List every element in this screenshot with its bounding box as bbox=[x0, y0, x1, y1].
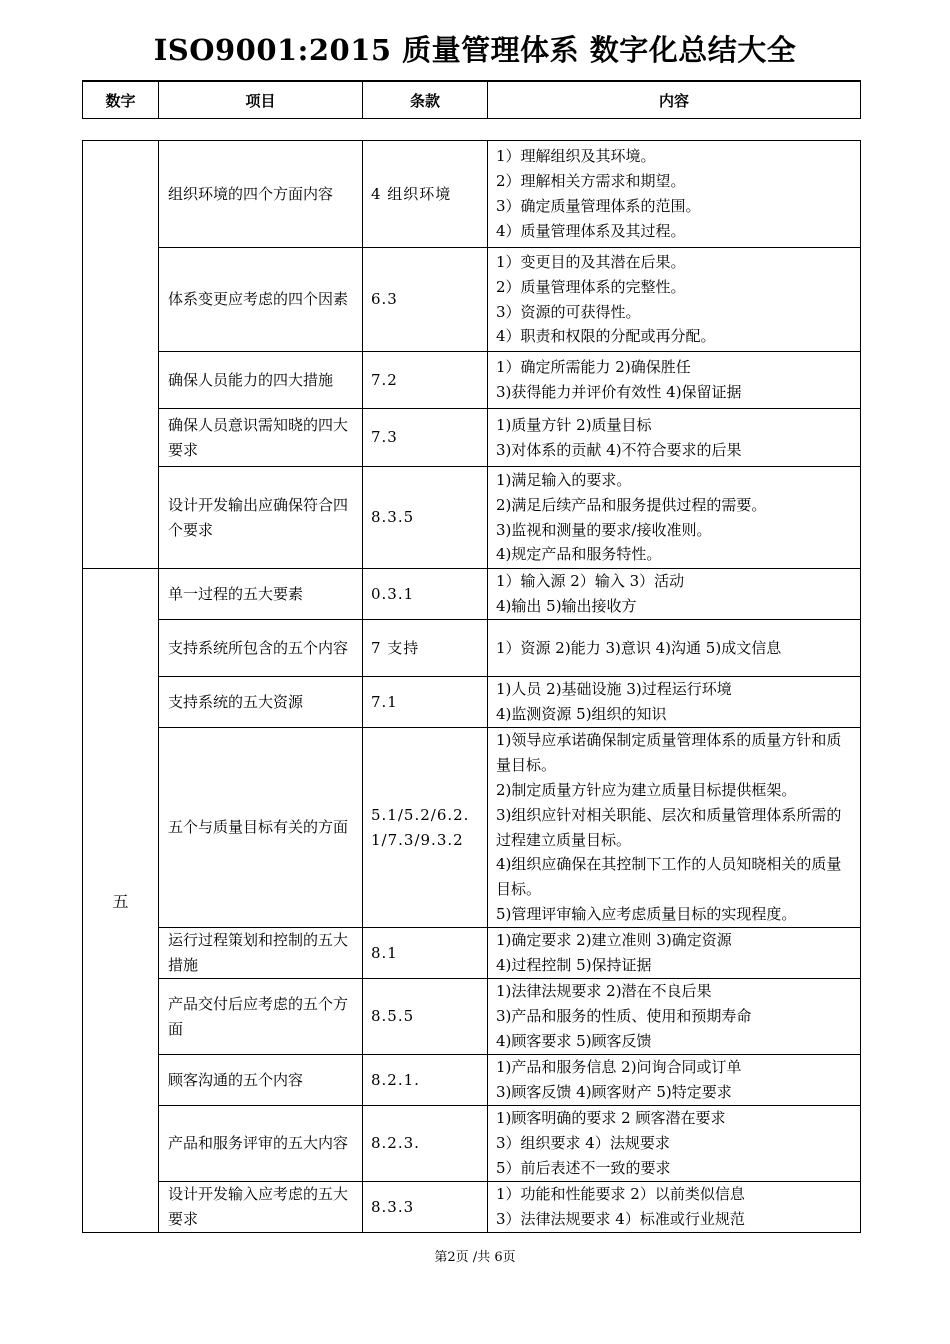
content-line: 1)人员 2)基础设施 3)过程运行环境 bbox=[496, 680, 732, 699]
clause-cell: 8.2.3. bbox=[363, 1106, 488, 1182]
item-cell: 产品和服务评审的五大内容 bbox=[159, 1106, 363, 1182]
header-row bbox=[83, 81, 861, 119]
content-line: 3)顾客反馈 4)顾客财产 5)特定要求 bbox=[496, 1083, 732, 1101]
header-number: 数字 bbox=[83, 81, 159, 119]
item-cell: 支持系统的五大资源 bbox=[159, 677, 363, 728]
table-row bbox=[83, 409, 861, 467]
table-row bbox=[83, 1182, 861, 1233]
content-cell bbox=[488, 352, 861, 409]
content-line: 1)顾客明确的要求 2 顾客潜在要求 bbox=[496, 1109, 726, 1128]
content-line: 1）输入源 2）输入 3）活动 bbox=[496, 572, 685, 591]
content-line: 1)确定要求 2)建立准则 3)确定资源 bbox=[496, 931, 732, 950]
content-line: 1）变更目的及其潜在后果。 bbox=[496, 252, 686, 271]
content-line: 3)组织应针对相关职能、层次和质量管理体系所需的过程建立质量目标。 bbox=[496, 805, 842, 849]
content-cell bbox=[488, 569, 861, 620]
content-line: 1）功能和性能要求 2）以前类似信息 bbox=[496, 1185, 745, 1204]
item-cell: 单一过程的五大要素 bbox=[159, 569, 363, 620]
content-line: 3）资源的可获得性。 bbox=[496, 302, 641, 321]
table-row bbox=[83, 979, 861, 1055]
page-footer: 第2页 /共 6页 bbox=[434, 1250, 516, 1265]
content-line: 4）职责和权限的分配或再分配。 bbox=[496, 327, 716, 346]
clause-cell: 6.3 bbox=[363, 248, 488, 352]
content-cell bbox=[488, 141, 861, 248]
content-line: 4)监测资源 5)组织的知识 bbox=[496, 705, 667, 723]
table-row bbox=[83, 141, 861, 248]
content-line: 4)顾客要求 5)顾客反馈 bbox=[496, 1031, 652, 1050]
content-line: 1）确定所需能力 2)确保胜任 bbox=[496, 358, 691, 377]
content-line: 4)过程控制 5)保持证据 bbox=[496, 956, 652, 974]
content-line: 1）资源 2)能力 3)意识 4)沟通 5)成文信息 bbox=[496, 638, 782, 657]
clause-cell: 8.3.3 bbox=[363, 1182, 488, 1233]
header-item: 项目 bbox=[159, 81, 363, 119]
content-cell bbox=[488, 928, 861, 979]
table-row bbox=[83, 1106, 861, 1182]
table-row bbox=[83, 620, 861, 677]
item-cell: 设计开发输出应确保符合四个要求 bbox=[159, 467, 363, 569]
content-line: 2)满足后续产品和服务提供过程的需要。 bbox=[496, 495, 767, 514]
item-cell: 设计开发输入应考虑的五大要求 bbox=[159, 1182, 363, 1233]
content-cell bbox=[488, 620, 861, 677]
clause-cell: 4 组织环境 bbox=[363, 141, 488, 248]
content-cell bbox=[488, 248, 861, 352]
content-cell bbox=[488, 1182, 861, 1233]
content-line: 1)产品和服务信息 2)问询合同或订单 bbox=[496, 1058, 742, 1077]
content-line: 5）前后表述不一致的要求 bbox=[496, 1158, 671, 1177]
content-line: 2)制定质量方针应为建立质量目标提供框架。 bbox=[496, 780, 797, 799]
content-cell bbox=[488, 1055, 861, 1106]
item-cell: 确保人员意识需知晓的四大要求 bbox=[159, 409, 363, 467]
content-line: 4)组织应确保在其控制下工作的人员知晓相关的质量目标。 bbox=[496, 855, 842, 899]
content-cell bbox=[488, 728, 861, 928]
content-line: 4）质量管理体系及其过程。 bbox=[496, 221, 686, 240]
summary-table bbox=[82, 140, 861, 1233]
header-table bbox=[82, 80, 861, 119]
content-cell bbox=[488, 467, 861, 569]
content-line: 3)产品和服务的性质、使用和预期寿命 bbox=[496, 1007, 752, 1026]
content-line: 3)监视和测量的要求/接收准则。 bbox=[496, 520, 712, 539]
table-row bbox=[83, 728, 861, 928]
content-cell bbox=[488, 979, 861, 1055]
clause-cell: 7.3 bbox=[363, 409, 488, 467]
item-cell: 确保人员能力的四大措施 bbox=[159, 352, 363, 409]
table-row bbox=[83, 677, 861, 728]
table-row bbox=[83, 467, 861, 569]
content-line: 3）法律法规要求 4）标准或行业规范 bbox=[496, 1210, 745, 1228]
content-cell bbox=[488, 677, 861, 728]
content-line: 4)规定产品和服务特性。 bbox=[496, 545, 662, 564]
content-line: 1)法律法规要求 2)潜在不良后果 bbox=[496, 982, 712, 1001]
clause-cell: 8.3.5 bbox=[363, 467, 488, 569]
content-line: 1)质量方针 2)质量目标 bbox=[496, 415, 652, 434]
group-number-four bbox=[83, 141, 159, 569]
item-cell: 产品交付后应考虑的五个方面 bbox=[159, 979, 363, 1055]
content-line: 1)领导应承诺确保制定质量管理体系的质量方针和质量目标。 bbox=[496, 731, 842, 775]
content-line: 3）组织要求 4）法规要求 bbox=[496, 1134, 670, 1153]
content-line: 2）质量管理体系的完整性。 bbox=[496, 277, 686, 296]
table-row bbox=[83, 248, 861, 352]
clause-cell: 7.2 bbox=[363, 352, 488, 409]
content-line: 5)管理评审输入应考虑质量目标的实现程度。 bbox=[496, 904, 797, 923]
item-cell: 体系变更应考虑的四个因素 bbox=[159, 248, 363, 352]
item-cell: 五个与质量目标有关的方面 bbox=[159, 728, 363, 928]
header-clause: 条款 bbox=[363, 81, 488, 119]
content-line: 3）确定质量管理体系的范围。 bbox=[496, 197, 701, 215]
clause-cell: 0.3.1 bbox=[363, 569, 488, 620]
clause-cell: 7.1 bbox=[363, 677, 488, 728]
clause-cell: 8.5.5 bbox=[363, 979, 488, 1055]
content-line: 1）理解组织及其环境。 bbox=[496, 147, 656, 166]
clause-cell: 7 支持 bbox=[363, 620, 488, 677]
table-row bbox=[83, 352, 861, 409]
content-line: 2）理解相关方需求和期望。 bbox=[496, 172, 686, 191]
table-row bbox=[83, 569, 861, 620]
content-line: 1)满足输入的要求。 bbox=[496, 470, 632, 489]
item-cell: 顾客沟通的五个内容 bbox=[159, 1055, 363, 1106]
content-cell bbox=[488, 1106, 861, 1182]
content-cell bbox=[488, 409, 861, 467]
item-cell: 运行过程策划和控制的五大措施 bbox=[159, 928, 363, 979]
group-number-five: 五 bbox=[83, 569, 159, 1233]
item-cell: 组织环境的四个方面内容 bbox=[159, 141, 363, 248]
table-row bbox=[83, 1055, 861, 1106]
item-cell: 支持系统所包含的五个内容 bbox=[159, 620, 363, 677]
content-line: 3)对体系的贡献 4)不符合要求的后果 bbox=[496, 440, 742, 459]
clause-cell: 8.1 bbox=[363, 928, 488, 979]
content-line: 4)输出 5)输出接收方 bbox=[496, 597, 637, 615]
clause-cell: 5.1/5.2/6.2.1/7.3/9.3.2 bbox=[363, 728, 488, 928]
page-title: ISO9001:2015 质量管理体系 数字化总结大全 bbox=[153, 33, 797, 67]
clause-cell: 8.2.1. bbox=[363, 1055, 488, 1106]
content-line: 3)获得能力并评价有效性 4)保留证据 bbox=[496, 383, 742, 401]
table-row bbox=[83, 928, 861, 979]
header-content: 内容 bbox=[488, 81, 861, 119]
